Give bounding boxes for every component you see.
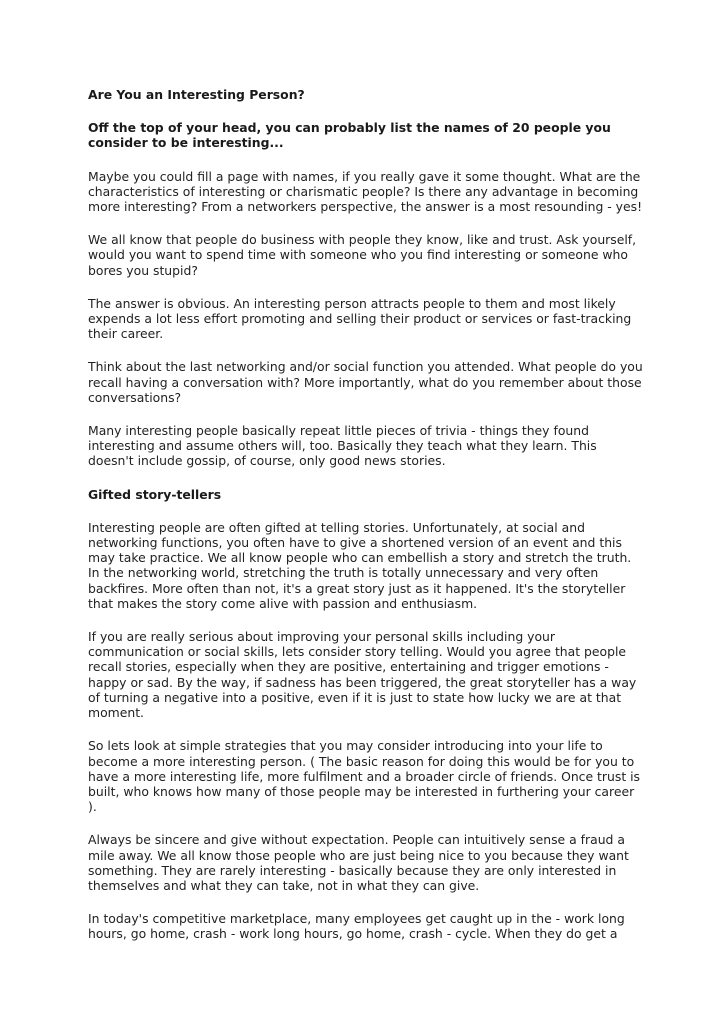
- body-paragraph: If you are really serious about improving your personal skills including your communication or social skills, lets consider story telling. Would you agree that people recall stories, especially when they are positive, entertaining and trigger emotions - happy or sad. By the way, if sadness has been triggered, the great storyteller has a way of turning a negative into a positive, even if it is just to state how lucky we are at that moment.: [88, 629, 637, 721]
- body-paragraph: So lets look at simple strategies that you may consider introducing into your life to become a more interesting person. ( The basic reason for doing this would be for you to have a more interesting life, more fulfilment and a broader circle of friends. Once trust is built, who knows how many of those people may be interested in furthering your career ).: [88, 738, 641, 815]
- body-paragraph: Maybe you could fill a page with names, if you really gave it some thought. What are the characteristics of interesting or charismatic people? Is there any advantage in becoming more interesting? From a networkers perspective, the answer is a most resounding - yes!: [88, 168, 643, 215]
- body-paragraph: In today's competitive marketplace, many employees get caught up in the - work long hours, go home, crash - work long hours, go home, crash - cycle. When they do get a: [88, 911, 625, 942]
- body-paragraph: Interesting people are often gifted at telling stories. Unfortunately, at social and networking functions, you often have to give a shortened version of an event and this may take practice. We all know people who can embellish a story and stretch the truth. In the networking world, stretching the truth is totally unnecessary and very often backfires. More often than not, it's a great story just as it happened. It's the storyteller that makes the story come alive with passion and enthusiasm.: [88, 519, 632, 611]
- body-paragraph: We all know that people do business with people they know, like and trust. Ask yourself, would you want to spend time with someone who you find interesting or someone who bores you stupid?: [88, 232, 637, 278]
- body-paragraph: The answer is obvious. An interesting person attracts people to them and most likely expends a lot less effort promoting and selling their product or services or fast-tracking their career.: [88, 295, 632, 342]
- body-paragraph: Always be sincere and give without expectation. People can intuitively sense a fraud a mile away. We all know those people who are just being nice to you because they want something. They are rarely interesting - basically because they are only interested in themselves and what they can take, not in what they can give.: [88, 832, 629, 893]
- document-page: [88, 87, 644, 960]
- section-heading: Gifted story-tellers: [88, 486, 222, 502]
- intro-paragraph: Off the top of your head, you can probably list the names of 20 people you consider to be interesting...: [88, 120, 611, 151]
- document-title: Are You an Interesting Person?: [88, 87, 305, 102]
- body-paragraph: Many interesting people basically repeat little pieces of trivia - things they found interesting and assume others will, too. Basically they teach what they learn. This doesn't include gossip, of course, only good news stories.: [88, 423, 597, 469]
- body-paragraph: Think about the last networking and/or social function you attended. What people do you recall having a conversation with? More importantly, what do you remember about those conversations?: [88, 359, 643, 405]
